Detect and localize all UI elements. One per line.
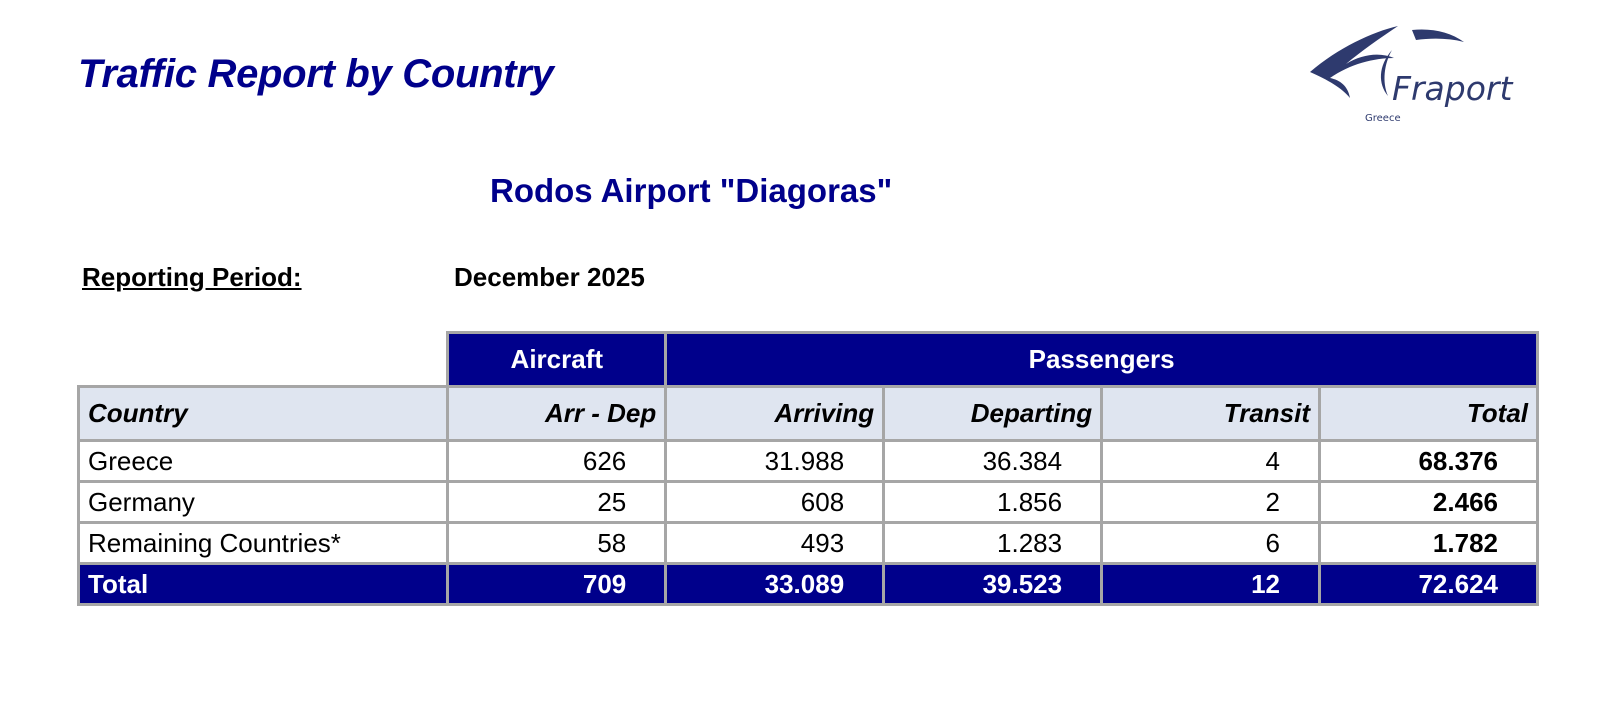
aircraft-group-header: Aircraft [448,333,666,387]
departing-cell: 1.856 [884,482,1102,523]
totals-transit-cell: 12 [1102,564,1320,605]
arriving-cell: 608 [666,482,884,523]
logo-brand: Fraport [1392,69,1513,108]
country-cell: Greece [79,441,448,482]
table-row [79,482,1538,523]
totals-arriving-cell: 33.089 [666,564,884,605]
report-title: Traffic Report by Country [78,52,554,96]
total-cell: 2.466 [1320,482,1538,523]
traffic-table [77,331,1539,606]
table-row [79,441,1538,482]
total-cell: 68.376 [1320,441,1538,482]
transit-cell: 6 [1102,523,1320,564]
empty-corner-cell [79,333,448,387]
arr-dep-cell: 58 [448,523,666,564]
fraport-logo [1300,20,1530,130]
group-header-row [79,333,1538,387]
total-cell: 1.782 [1320,523,1538,564]
totals-row [79,564,1538,605]
total-column-header: Total [1320,387,1538,441]
departing-column-header: Departing [884,387,1102,441]
totals-label-cell: Total [79,564,448,605]
departing-cell: 36.384 [884,441,1102,482]
logo-region: Greece [1365,113,1401,124]
totals-departing-cell: 39.523 [884,564,1102,605]
totals-total-cell: 72.624 [1320,564,1538,605]
totals-arr-dep-cell: 709 [448,564,666,605]
arr-dep-cell: 25 [448,482,666,523]
reporting-period-label: Reporting Period: [82,262,302,292]
country-cell: Remaining Countries* [79,523,448,564]
passengers-group-header: Passengers [666,333,1538,387]
country-cell: Germany [79,482,448,523]
reporting-period-value: December 2025 [454,262,645,292]
fraport-swoosh-icon [1300,20,1530,130]
country-column-header: Country [79,387,448,441]
arr-dep-column-header: Arr - Dep [448,387,666,441]
transit-cell: 2 [1102,482,1320,523]
arriving-column-header: Arriving [666,387,884,441]
table-row [79,523,1538,564]
column-header-row [79,387,1538,441]
transit-cell: 4 [1102,441,1320,482]
arriving-cell: 31.988 [666,441,884,482]
transit-column-header: Transit [1102,387,1320,441]
departing-cell: 1.283 [884,523,1102,564]
arriving-cell: 493 [666,523,884,564]
airport-name: Rodos Airport "Diagoras" [490,172,893,209]
arr-dep-cell: 626 [448,441,666,482]
